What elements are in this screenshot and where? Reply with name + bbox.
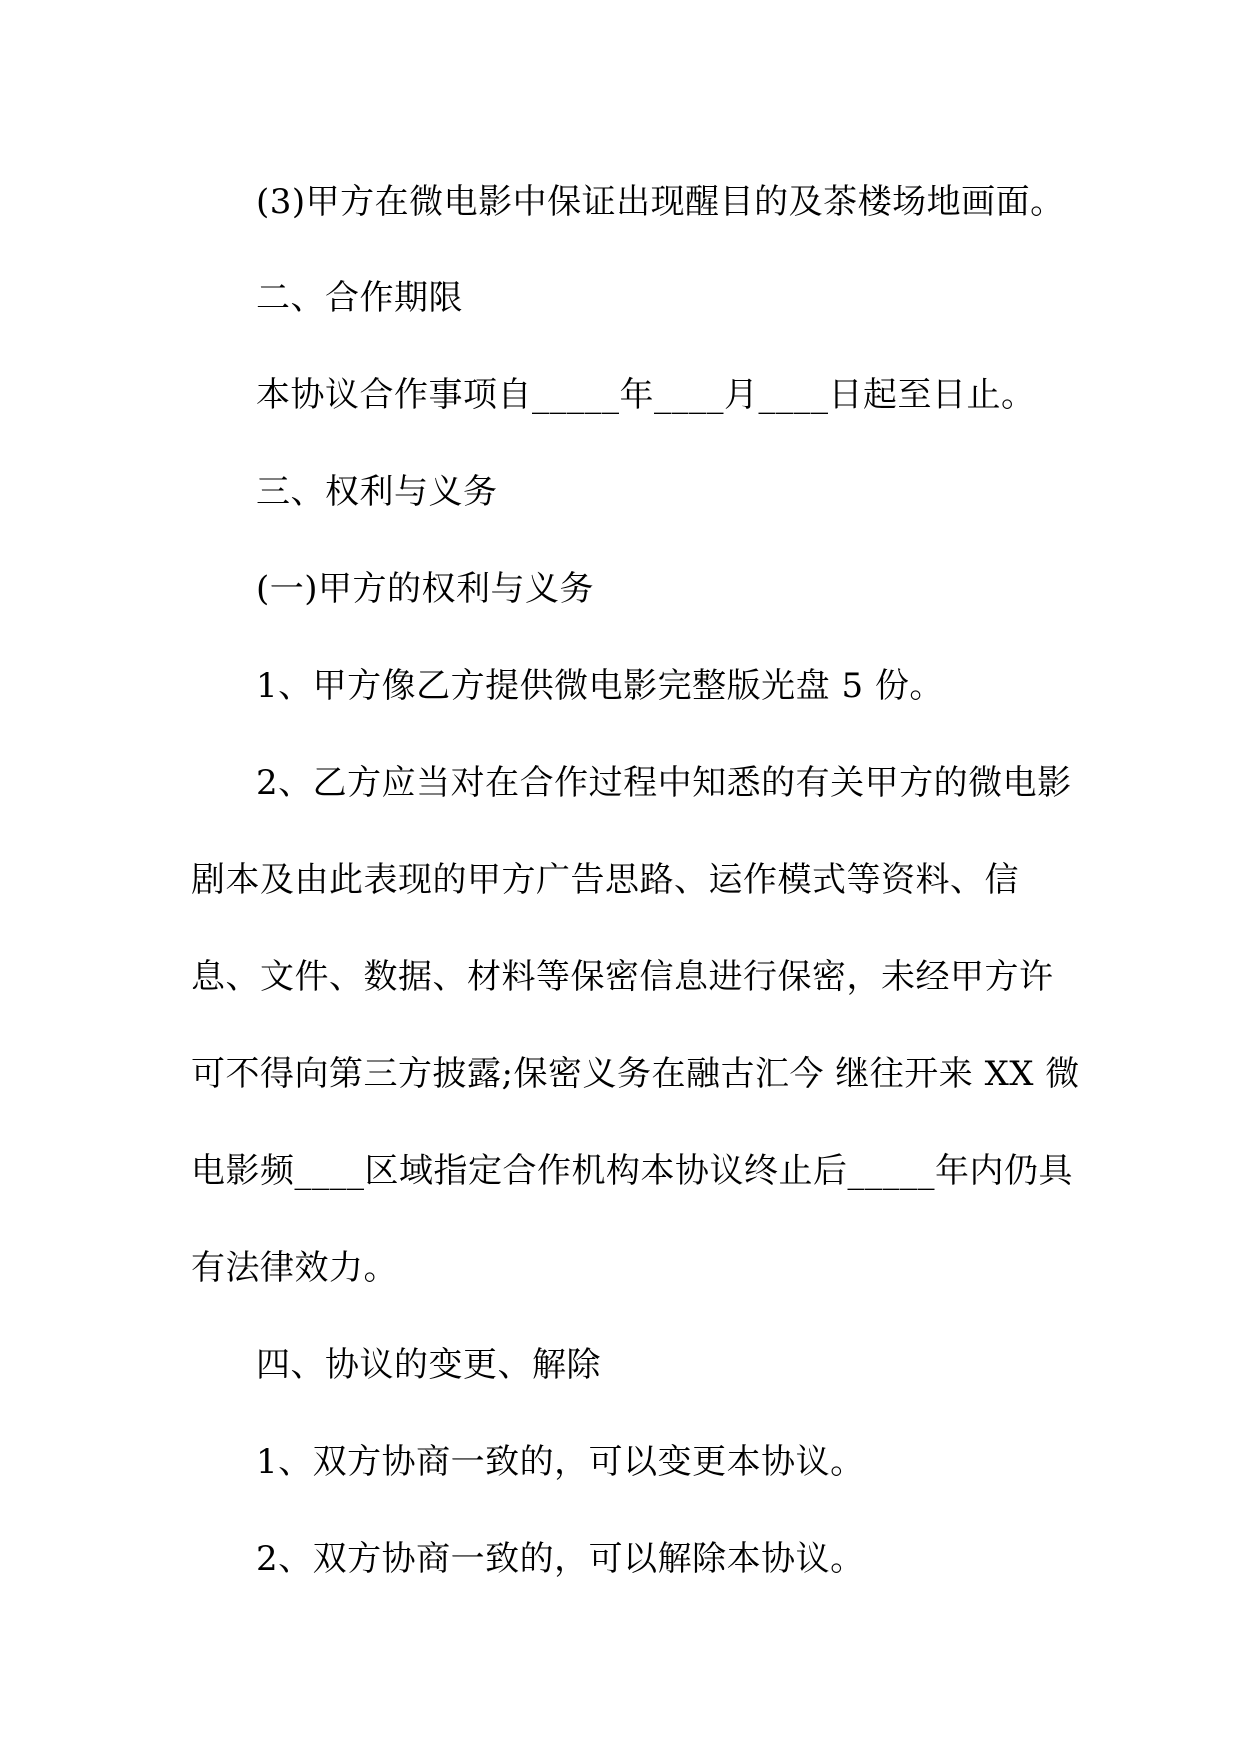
section-heading: 四、协议的变更、解除 <box>256 1345 601 1385</box>
paragraph-line: 1、双方协商一致的，可以变更本协议。 <box>256 1442 865 1482</box>
paragraph-line: 有法律效力。 <box>191 1248 398 1288</box>
paragraph-line: 1、甲方像乙方提供微电影完整版光盘 5 份。 <box>256 666 944 706</box>
paragraph-line: 剧本及由此表现的甲方广告思路、运作模式等资料、信 <box>191 860 1019 900</box>
subsection-heading: (一)甲方的权利与义务 <box>256 569 595 609</box>
paragraph-line: 息、文件、数据、材料等保密信息进行保密，未经甲方许 <box>191 957 1054 997</box>
section-heading: 三、权利与义务 <box>256 472 498 512</box>
paragraph-line: 2、乙方应当对在合作过程中知悉的有关甲方的微电影 <box>256 763 1072 803</box>
paragraph-line: 电影频____区域指定合作机构本协议终止后_____年内仍具 <box>191 1151 1073 1191</box>
section-heading: 二、合作期限 <box>256 278 463 318</box>
paragraph-line: (3)甲方在微电影中保证出现醒目的及茶楼场地画面。 <box>256 182 1065 222</box>
paragraph-line: 2、双方协商一致的，可以解除本协议。 <box>256 1539 865 1579</box>
paragraph-line: 本协议合作事项自_____年____月____日起至日止。 <box>256 375 1036 415</box>
paragraph-line: 可不得向第三方披露;保密义务在融古汇今 继往开来 XX 微 <box>191 1054 1080 1094</box>
